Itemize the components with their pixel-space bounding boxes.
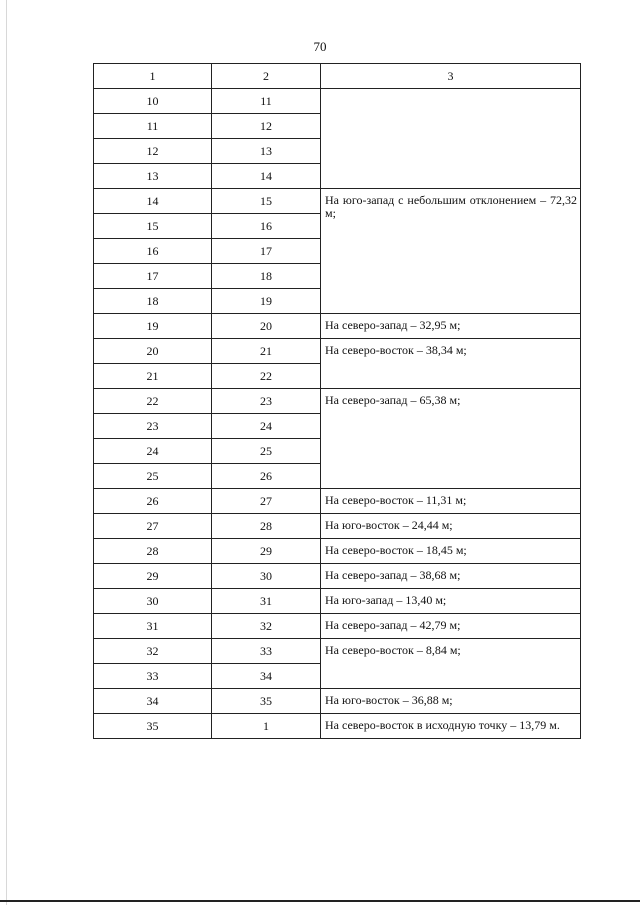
point-to-cell: 34 — [212, 664, 321, 689]
table-row — [94, 89, 581, 114]
point-from-cell: 28 — [94, 539, 212, 564]
table-row — [94, 539, 581, 564]
point-to-cell: 1 — [212, 714, 321, 739]
point-from-cell: 15 — [94, 214, 212, 239]
page-number: 70 — [313, 39, 327, 54]
point-from-cell: 22 — [94, 389, 212, 414]
point-to-cell: 20 — [212, 314, 321, 339]
point-to-cell: 29 — [212, 539, 321, 564]
table-row — [94, 389, 581, 414]
direction-description-cell — [321, 89, 581, 189]
point-from-cell: 35 — [94, 714, 212, 739]
point-to-cell: 32 — [212, 614, 321, 639]
point-from-cell: 13 — [94, 164, 212, 189]
direction-description-cell: На юго-запад – 13,40 м; — [321, 589, 581, 614]
point-from-cell: 29 — [94, 564, 212, 589]
point-to-cell: 12 — [212, 114, 321, 139]
point-from-cell: 25 — [94, 464, 212, 489]
point-to-cell: 16 — [212, 214, 321, 239]
point-to-cell: 33 — [212, 639, 321, 664]
direction-description-cell: На северо-восток в исходную точку – 13,79 м. — [321, 714, 581, 739]
point-to-cell: 11 — [212, 89, 321, 114]
point-to-cell: 14 — [212, 164, 321, 189]
point-to-cell: 30 — [212, 564, 321, 589]
table-header-row — [94, 64, 581, 89]
direction-description-cell: На юго-восток – 36,88 м; — [321, 689, 581, 714]
table-row — [94, 339, 581, 364]
point-to-cell: 13 — [212, 139, 321, 164]
point-to-cell: 22 — [212, 364, 321, 389]
column-header-description: 3 — [321, 64, 581, 89]
table-row — [94, 189, 581, 214]
column-header-from: 1 — [94, 64, 212, 89]
scan-edge-line — [6, 0, 7, 905]
point-from-cell: 18 — [94, 289, 212, 314]
point-to-cell: 28 — [212, 514, 321, 539]
point-from-cell: 12 — [94, 139, 212, 164]
point-to-cell: 25 — [212, 439, 321, 464]
bottom-rule — [0, 900, 640, 902]
point-from-cell: 27 — [94, 514, 212, 539]
point-to-cell: 19 — [212, 289, 321, 314]
point-from-cell: 20 — [94, 339, 212, 364]
point-to-cell: 26 — [212, 464, 321, 489]
table-row — [94, 589, 581, 614]
table-row — [94, 639, 581, 664]
direction-description-cell: На северо-восток – 38,34 м; — [321, 339, 581, 389]
point-to-cell: 15 — [212, 189, 321, 214]
point-to-cell: 27 — [212, 489, 321, 514]
table-row — [94, 489, 581, 514]
point-from-cell: 31 — [94, 614, 212, 639]
point-to-cell: 35 — [212, 689, 321, 714]
point-to-cell: 18 — [212, 264, 321, 289]
point-to-cell: 24 — [212, 414, 321, 439]
point-from-cell: 21 — [94, 364, 212, 389]
direction-description-cell: На северо-запад – 65,38 м; — [321, 389, 581, 489]
table-row — [94, 714, 581, 739]
table-row — [94, 314, 581, 339]
point-from-cell: 11 — [94, 114, 212, 139]
direction-description-cell: На юго-восток – 24,44 м; — [321, 514, 581, 539]
direction-description-cell: На северо-восток – 18,45 м; — [321, 539, 581, 564]
point-from-cell: 30 — [94, 589, 212, 614]
direction-description-cell: На северо-восток – 8,84 м; — [321, 639, 581, 689]
table-row — [94, 514, 581, 539]
point-to-cell: 31 — [212, 589, 321, 614]
point-from-cell: 23 — [94, 414, 212, 439]
column-header-to: 2 — [212, 64, 321, 89]
direction-description-cell: На северо-восток – 11,31 м; — [321, 489, 581, 514]
point-from-cell: 10 — [94, 89, 212, 114]
table-body — [94, 89, 581, 739]
direction-description-cell: На северо-запад – 38,68 м; — [321, 564, 581, 589]
point-from-cell: 14 — [94, 189, 212, 214]
direction-description-cell: На юго-запад с небольшим отклонением – 72,32 м; — [321, 189, 581, 314]
point-to-cell: 23 — [212, 389, 321, 414]
direction-description-cell: На северо-запад – 32,95 м; — [321, 314, 581, 339]
table-row — [94, 614, 581, 639]
point-from-cell: 24 — [94, 439, 212, 464]
point-from-cell: 17 — [94, 264, 212, 289]
table-row — [94, 689, 581, 714]
table-row — [94, 564, 581, 589]
point-to-cell: 21 — [212, 339, 321, 364]
point-from-cell: 34 — [94, 689, 212, 714]
boundary-table — [93, 63, 581, 739]
point-from-cell: 32 — [94, 639, 212, 664]
point-from-cell: 16 — [94, 239, 212, 264]
point-to-cell: 17 — [212, 239, 321, 264]
point-from-cell: 26 — [94, 489, 212, 514]
point-from-cell: 33 — [94, 664, 212, 689]
direction-description-cell: На северо-запад – 42,79 м; — [321, 614, 581, 639]
point-from-cell: 19 — [94, 314, 212, 339]
